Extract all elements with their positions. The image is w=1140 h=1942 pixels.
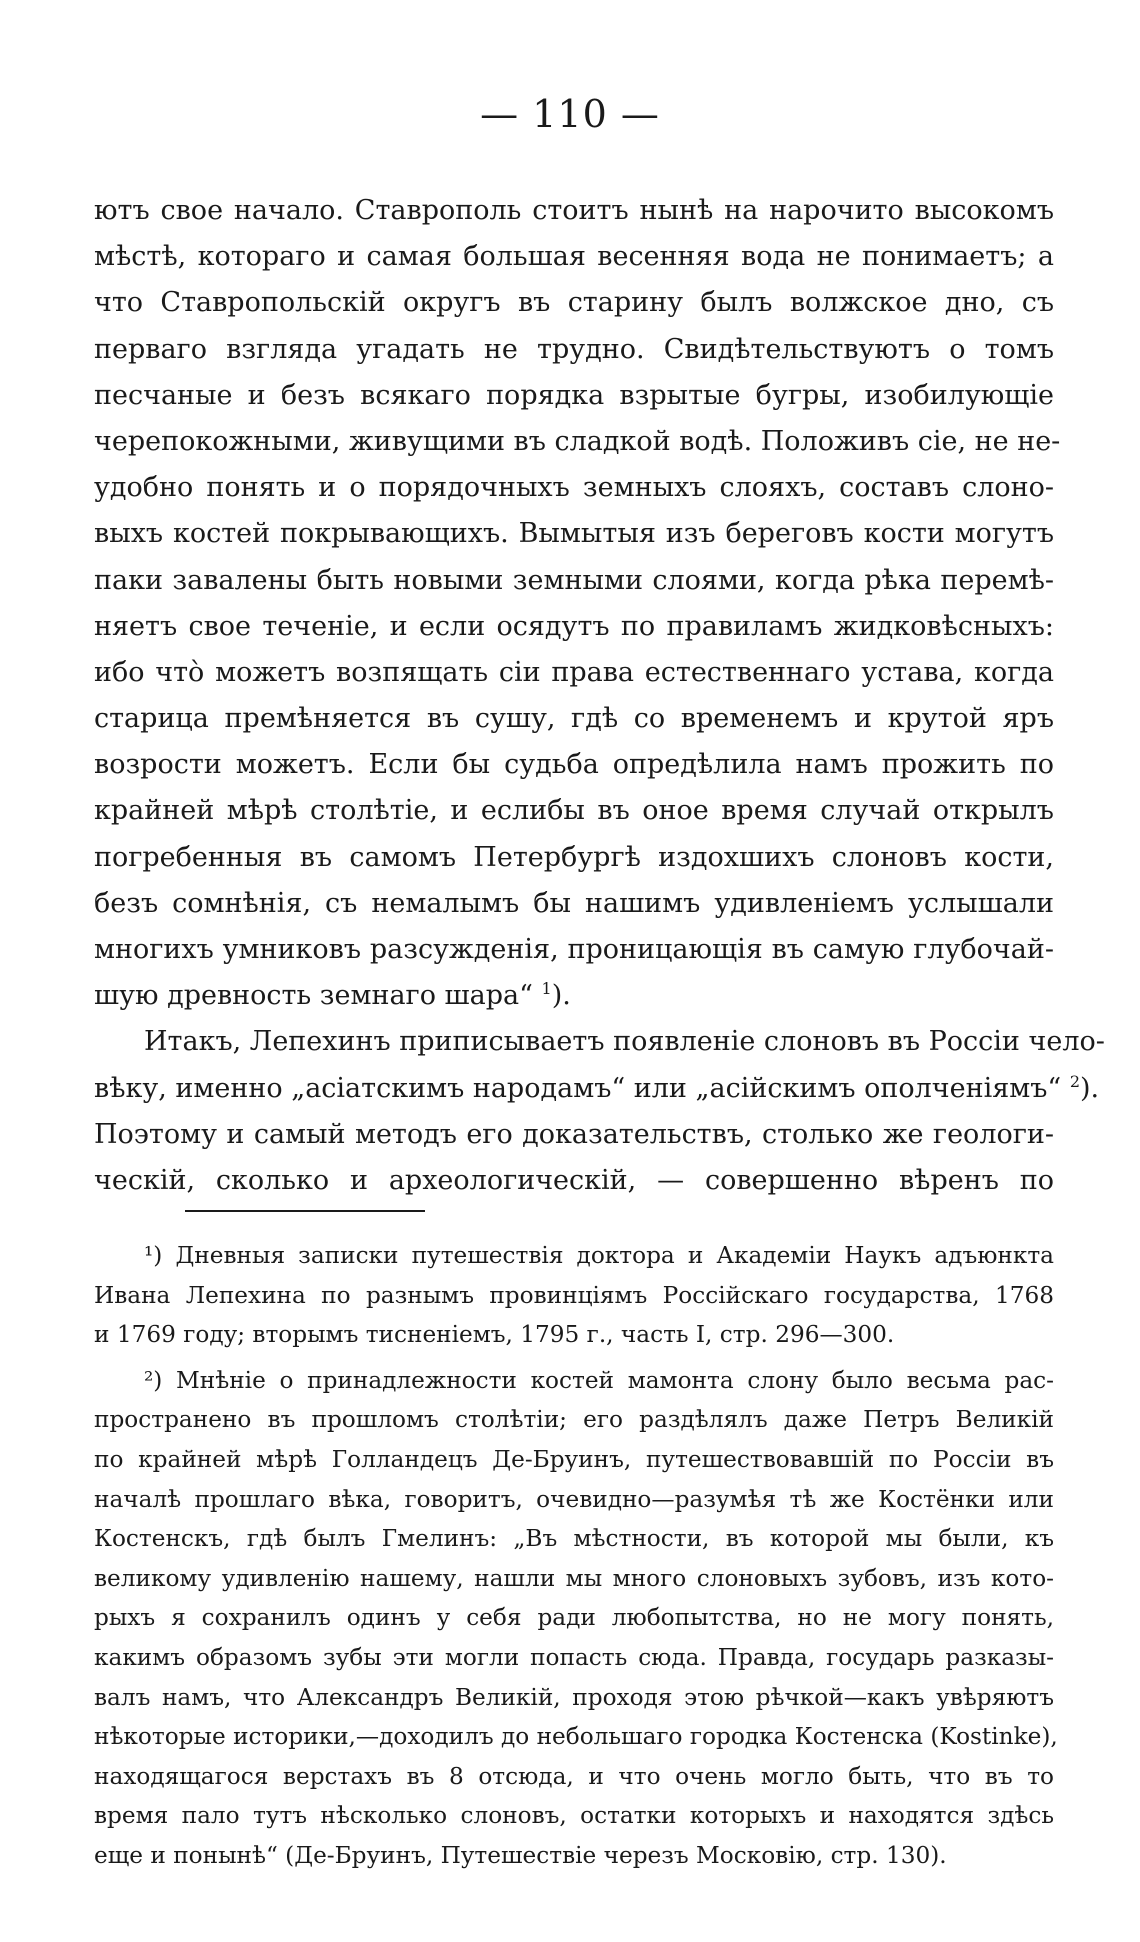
footnote-line: Костенскъ, гдѣ былъ Гмелинъ: „Въ мѣстности, въ которой мы были, къ — [94, 1525, 1054, 1553]
text-line: Поэтому и самый методъ его доказательствъ, столько же геологи- — [94, 1118, 1054, 1150]
page-number: — 110 — — [480, 92, 660, 136]
text-line: ибо что̀ можетъ возпящать сіи права естественнаго устава, когда — [94, 656, 1054, 688]
footnote-ref[interactable]: 2 — [1069, 1071, 1080, 1091]
main-text — [94, 188, 1105, 1204]
footnote-ref[interactable]: 1 — [541, 979, 552, 999]
footnote-line: по крайней мѣрѣ Голландецъ Де-Бруинъ, путешествовавшій по Россіи въ — [94, 1445, 1054, 1473]
footnote-line: нѣкоторые историки,—доходилъ до небольшаго городка Костенска (Kostinke), — [94, 1723, 1058, 1751]
footnote-line: ²) Мнѣніе о принадлежности костей мамонта слону было весьма рас- — [144, 1366, 1054, 1394]
text-line-body: вѣку, именно „асіатскимъ народамъ“ или „асійскимъ ополченіямъ“ — [94, 1072, 1062, 1104]
text-line: ческій, сколько и археологическій, — совершенно вѣренъ по — [94, 1164, 1054, 1196]
footnote-line: находящагося верстахъ въ 8 отсюда, и что очень могло быть, что въ то — [94, 1762, 1054, 1790]
text-line — [94, 1066, 1100, 1112]
text-line-tail: ). — [1080, 1072, 1100, 1104]
footnote-line: время пало тутъ нѣсколько слоновъ, остатки которыхъ и находятся здѣсь — [94, 1802, 1054, 1830]
text-line: выхъ костей покрывающихъ. Вымытыя изъ береговъ кости могутъ — [94, 518, 1054, 550]
footnote-1 — [94, 1236, 1054, 1355]
footnote-line: пространено въ прошломъ столѣтіи; его раздѣлялъ даже Петръ Великій — [94, 1406, 1054, 1434]
text-line: песчаные и безъ всякаго порядка взрытые бугры, изобилующіе — [94, 379, 1054, 411]
text-line: удобно понять и о порядочныхъ земныхъ слояхъ, составъ слоно- — [94, 472, 1054, 504]
footnote-divider — [185, 1210, 425, 1212]
text-line: безъ сомнѣнія, съ немалымъ бы нашимъ удивленіемъ услышали — [94, 887, 1054, 919]
text-line: мѣстѣ, котораго и самая большая весенняя вода не понимаетъ; а — [94, 241, 1054, 273]
text-line: старица премѣняется въ сушу, гдѣ со временемъ и крутой яръ — [94, 703, 1054, 735]
footnote-line: валъ намъ, что Александръ Великій, проходя этою рѣчкой—какъ увѣряютъ — [94, 1683, 1054, 1711]
text-line: Итакъ, Лепехинъ приписываетъ появленіе слоновъ въ Россіи чело- — [144, 1026, 1105, 1058]
text-line: что Ставропольскій округъ въ старину былъ волжское дно, съ — [94, 287, 1054, 319]
text-line: няетъ свое теченіе, и если осядутъ по правиламъ жидковѣсныхъ: — [94, 610, 1054, 642]
text-line: возрости можетъ. Если бы судьба опредѣлила намъ прожить по — [94, 749, 1054, 781]
footnotes — [94, 1236, 1058, 1876]
footnote-line: рыхъ я сохранилъ одинъ у себя ради любопытства, но не могу понять, — [94, 1604, 1054, 1632]
footnote-line: ¹) Дневныя записки путешествія доктора и Академіи Наукъ адъюнкта — [144, 1242, 1054, 1269]
footnote-line: Ивана Лепехина по разнымъ провинціямъ Россійскаго государства, 1768 — [94, 1281, 1054, 1309]
footnote-line: великому удивленію нашему, нашли мы много слоновыхъ зубовъ, изъ кото- — [94, 1564, 1054, 1592]
text-line: ютъ свое начало. Ставрополь стоитъ нынѣ на нарочито высокомъ — [94, 195, 1054, 226]
text-line: погребенныя въ самомъ Петербургѣ издохшихъ слоновъ кости, — [94, 841, 1054, 873]
text-line: паки завалены быть новыми земными слоями, когда рѣка перемѣ- — [94, 564, 1054, 596]
text-line-body: шую древность земнаго шара“ — [94, 980, 533, 1012]
text-line: крайней мѣрѣ столѣтіе, и еслибы въ оное время случай открылъ — [94, 795, 1054, 827]
footnote-line: какимъ образомъ зубы эти могли попасть сюда. Правда, государь разказы- — [94, 1643, 1054, 1671]
footnote-line: еще и понынѣ“ (Де-Бруинъ, Путешествіе черезъ Московію, стр. 130). — [94, 1841, 947, 1869]
text-line: черепокожными, живущими въ сладкой водѣ. Положивъ сіе, не не- — [94, 425, 1061, 457]
text-line: перваго взгляда угадать не трудно. Свидѣтельствуютъ о томъ — [94, 333, 1054, 365]
text-line-tail: ). — [551, 980, 571, 1012]
text-line — [94, 973, 1054, 1019]
footnote-line: и 1769 году; вторымъ тисненіемъ, 1795 г., часть I, стр. 296—300. — [94, 1321, 895, 1349]
footnote-line: началѣ прошлаго вѣка, говоритъ, очевидно—разумѣя тѣ же Костёнки или — [94, 1485, 1054, 1513]
text-line: многихъ умниковъ разсужденія, проницающія въ самую глубочай- — [94, 934, 1054, 965]
footnote-2 — [94, 1361, 1058, 1876]
